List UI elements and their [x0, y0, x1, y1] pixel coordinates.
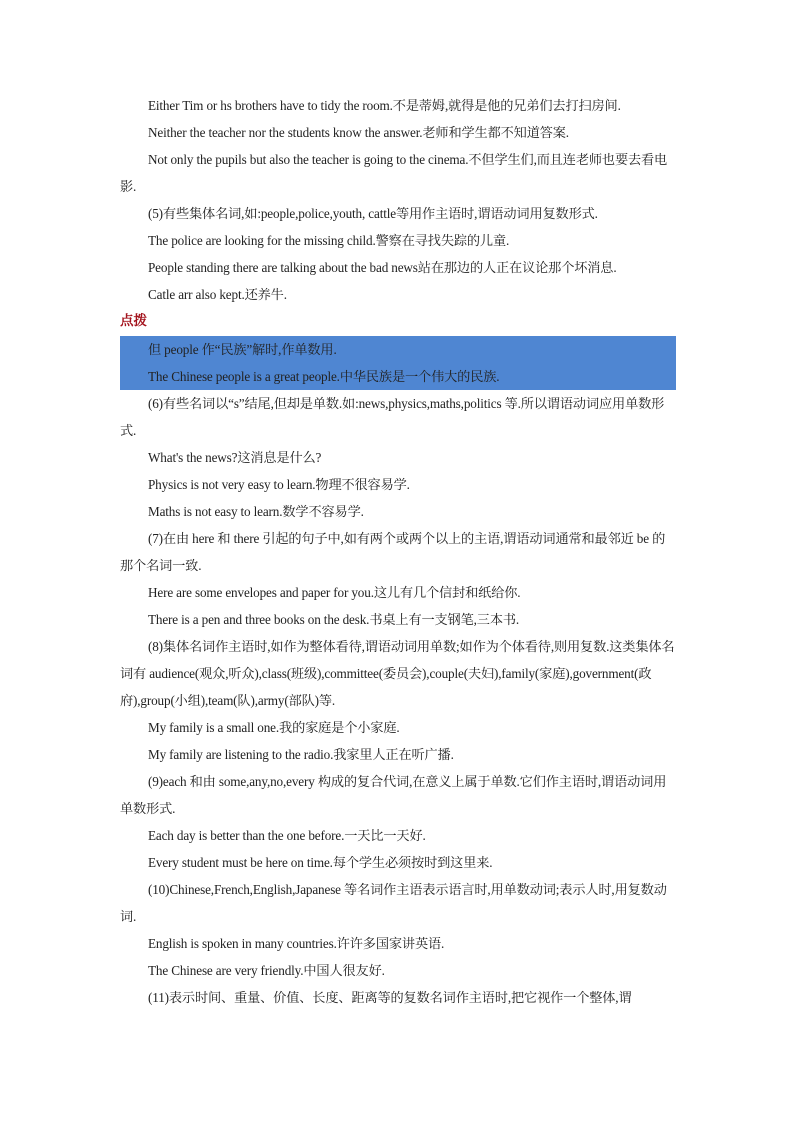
example-pen-books: There is a pen and three books on the desk.书桌上有一支钢笔,三本书. [148, 612, 520, 627]
rule-5-collective-plural: (5)有些集体名词,如:people,police,youth, cattle等用作主语时,谓语动词用复数形式. [148, 206, 598, 221]
example-envelopes: Here are some envelopes and paper for you.这儿有几个信封和纸给你. [148, 585, 521, 600]
example-chinese: The Chinese are very friendly.中国人很友好. [148, 963, 385, 978]
example-not-only: Not only the pupils but also the teacher is going to the cinema.不但学生们,而且连老师也要去看电影. [120, 152, 668, 194]
tip-heading: 点拨 [120, 313, 147, 329]
rule-8-collective-nouns: (8)集体名词作主语时,如作为整体看待,谓语动词用单数;如作为个体看待,则用复数.这类集体名词有 audience(观众,听众),class(班级),committee(委员会),couple(夫妇),family(家庭),government(政府),group(小组),team(队),army(部队)等. [120, 639, 675, 708]
tip-highlight-box [120, 336, 676, 390]
example-family-singular: My family is a small one.我的家庭是个小家庭. [148, 720, 400, 735]
rule-10-languages: (10)Chinese,French,English,Japanese 等名词作主语表示语言时,用单数动词;表示人时,用复数动词. [120, 882, 667, 924]
rule-6-s-ending-singular: (6)有些名词以“s”结尾,但却是单数.如:news,physics,maths,politics 等.所以谓语动词应用单数形式. [120, 396, 665, 438]
example-physics: Physics is not very easy to learn.物理不很容易学. [148, 477, 410, 492]
example-news: What's the news?这消息是什么? [148, 450, 322, 465]
document-page [120, 92, 676, 1011]
example-every-student: Every student must be here on time.每个学生必须按时到这里来. [148, 855, 493, 870]
rule-11-time-weight: (11)表示时间、重量、价值、长度、距离等的复数名词作主语时,把它视作一个整体,谓 [148, 990, 632, 1005]
tip-line-1: 但 people 作“民族”解时,作单数用. [148, 342, 337, 357]
example-family-plural: My family are listening to the radio.我家里人正在听广播. [148, 747, 454, 762]
example-cattle: Catle arr also kept.还养牛. [148, 287, 287, 302]
example-maths: Maths is not easy to learn.数学不容易学. [148, 504, 364, 519]
example-english: English is spoken in many countries.许许多国家讲英语. [148, 936, 445, 951]
example-each-day: Each day is better than the one before.一天比一天好. [148, 828, 426, 843]
rule-7-here-there: (7)在由 here 和 there 引起的句子中,如有两个或两个以上的主语,谓语动词通常和最邻近 be 的那个名词一致. [120, 531, 666, 573]
example-either-or: Either Tim or hs brothers have to tidy the room.不是蒂姆,就得是他的兄弟们去打扫房间. [148, 98, 621, 113]
rule-9-each-compound: (9)each 和由 some,any,no,every 构成的复合代词,在意义上属于单数.它们作主语时,谓语动词用单数形式. [120, 774, 667, 816]
example-police: The police are looking for the missing child.警察在寻找失踪的儿童. [148, 233, 510, 248]
tip-line-2: The Chinese people is a great people.中华民族是一个伟大的民族. [148, 369, 500, 384]
example-neither-nor: Neither the teacher nor the students know the answer.老师和学生都不知道答案. [148, 125, 569, 140]
example-people-standing: People standing there are talking about the bad news站在那边的人正在议论那个坏消息. [148, 260, 617, 275]
